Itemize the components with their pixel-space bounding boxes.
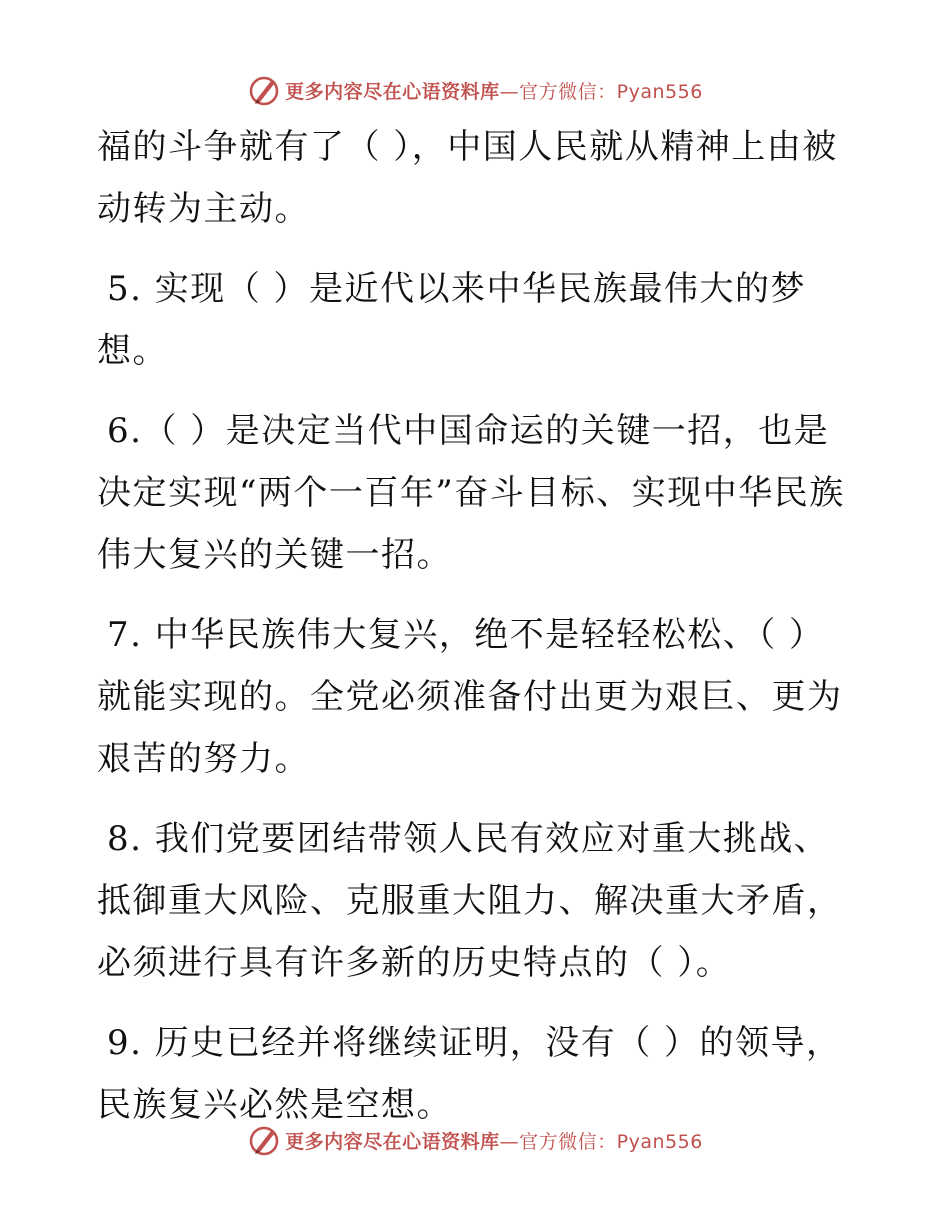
pen-logo-icon	[247, 73, 281, 107]
question-5: 5. 实现（ ）是近代以来中华民族最伟大的梦想。	[97, 269, 807, 371]
watermark-text: 更多内容尽在心语资料库—官方微信：Pyan556	[285, 1130, 703, 1153]
question-7: 7. 中华民族伟大复兴，绝不是轻轻松松、（ ）就能实现的。全党必须准备付出更为艰巨、更为艰苦的努力。	[97, 615, 843, 779]
question-6: 6.（ ）是决定当代中国命运的关键一招，也是决定实现“两个一百年”奋斗目标、实现中华民族伟大复兴的关键一招。	[97, 411, 845, 575]
watermark-text: 更多内容尽在心语资料库—官方微信：Pyan556	[285, 80, 703, 103]
footer-watermark	[0, 1120, 950, 1160]
question-8: 8. 我们党要团结带领人民有效应对重大挑战、抵御重大风险、克服重大阻力、解决重大矛盾，必须进行具有许多新的历史特点的（ ）。	[97, 819, 843, 983]
header-watermark	[0, 70, 950, 110]
question-9: 9. 历史已经并将继续证明，没有（ ）的领导，民族复兴必然是空想。	[97, 1023, 842, 1125]
paragraph-continuation: 福的斗争就有了（ ），中国人民就从精神上由被动转为主动。	[97, 127, 838, 229]
document-body	[97, 116, 857, 1136]
pen-logo-icon	[247, 1123, 281, 1157]
